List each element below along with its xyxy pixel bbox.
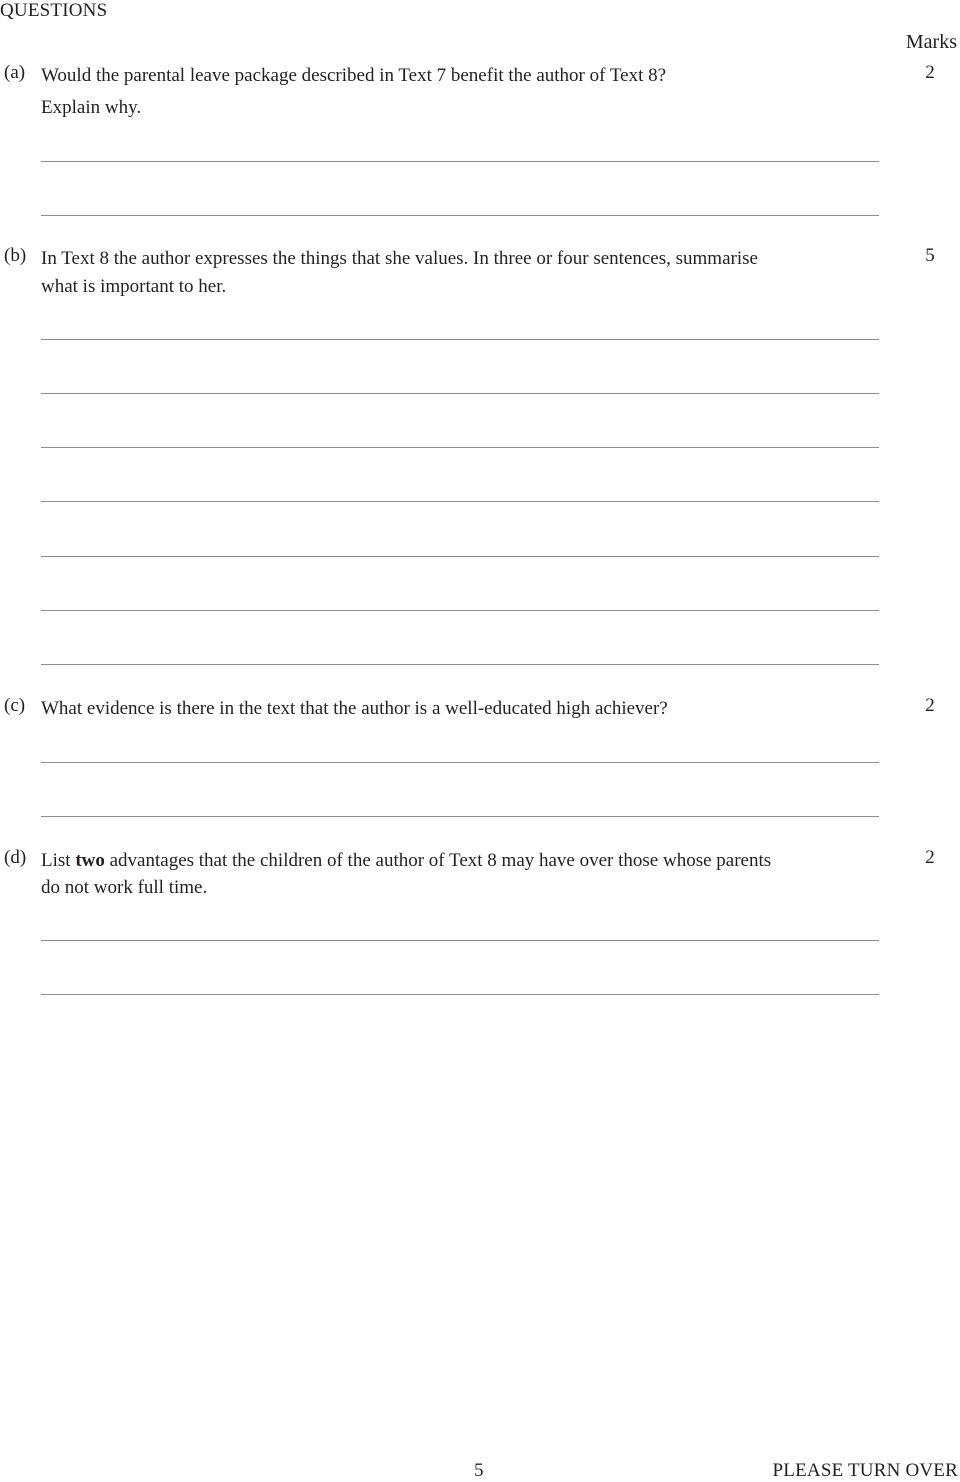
question-text-line: What evidence is there in the text that the author is a well-educated high achiever? [41,698,668,719]
answer-line[interactable] [41,816,879,817]
answer-line[interactable] [41,161,879,162]
question-text-segment: List [41,850,76,871]
question-text-line: In Text 8 the author expresses the things that she values. In three or four sentences, summarise [41,248,758,269]
emphasis-word: two [75,850,105,871]
question-marks: 2 [925,695,935,716]
question-text-segment: advantages that the children of the author of Text 8 may have over those whose parents [104,850,772,871]
question-label: (a) [4,62,26,83]
question-text-line: do not work full time. [41,877,208,898]
page-number: 5 [474,1460,484,1481]
question-text-line: Would the parental leave package described in Text 7 benefit the author of Text 8? [41,65,667,86]
answer-line[interactable] [41,556,879,557]
answer-line[interactable] [41,393,879,394]
question-text-line: Explain why. [41,97,142,118]
answer-line[interactable] [41,447,879,448]
answer-line[interactable] [41,215,879,216]
question-label: (d) [4,847,27,868]
answer-line[interactable] [41,940,879,941]
answer-line[interactable] [41,664,879,665]
answer-line[interactable] [41,610,879,611]
question-text-line [41,847,771,875]
question-marks: 2 [925,62,935,83]
answer-line[interactable] [41,994,879,995]
answer-line[interactable] [41,339,879,340]
question-text-line: what is important to her. [41,276,227,297]
turn-over-notice: PLEASE TURN OVER [772,1460,958,1481]
marks-column-header: Marks [905,31,957,53]
question-label: (b) [4,245,27,266]
answer-line[interactable] [41,501,879,502]
question-marks: 2 [925,847,935,868]
question-label: (c) [4,695,26,716]
question-marks: 5 [925,245,935,266]
answer-line[interactable] [41,762,879,763]
section-heading: QUESTIONS [0,0,108,21]
